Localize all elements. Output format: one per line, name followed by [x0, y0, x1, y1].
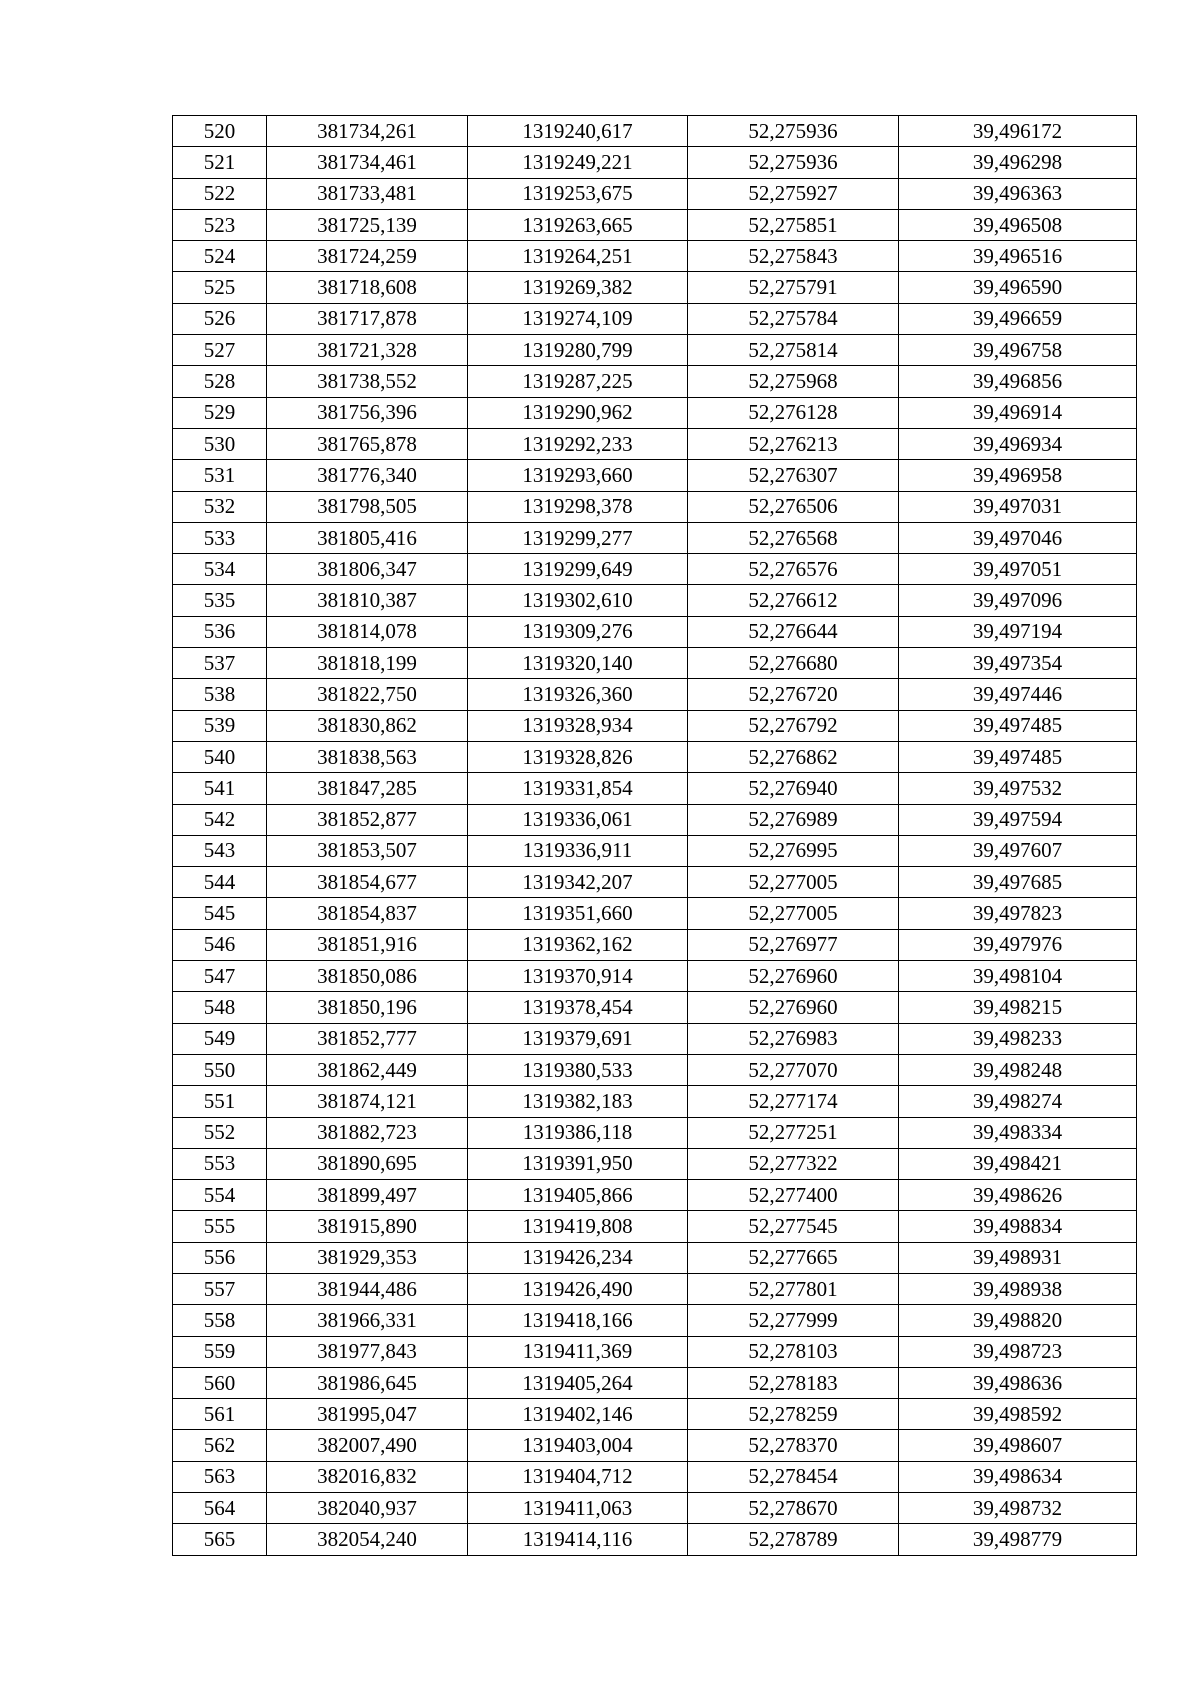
x-coordinate-cell: 381798,505 — [267, 491, 468, 522]
table-row — [173, 178, 1137, 209]
point-number-cell: 557 — [173, 1273, 267, 1304]
table-row — [173, 1493, 1137, 1524]
table-row — [173, 867, 1137, 898]
point-number-cell: 562 — [173, 1430, 267, 1461]
longitude-cell: 39,496172 — [899, 116, 1137, 147]
latitude-cell: 52,276960 — [688, 992, 899, 1023]
y-coordinate-cell: 1319290,962 — [468, 397, 688, 428]
latitude-cell: 52,277665 — [688, 1242, 899, 1273]
x-coordinate-cell: 381721,328 — [267, 335, 468, 366]
point-number-cell: 554 — [173, 1180, 267, 1211]
x-coordinate-cell: 381854,837 — [267, 898, 468, 929]
latitude-cell: 52,277174 — [688, 1086, 899, 1117]
latitude-cell: 52,275936 — [688, 116, 899, 147]
x-coordinate-cell: 381977,843 — [267, 1336, 468, 1367]
table-row — [173, 616, 1137, 647]
x-coordinate-cell: 381890,695 — [267, 1148, 468, 1179]
latitude-cell: 52,275968 — [688, 366, 899, 397]
x-coordinate-cell: 381862,449 — [267, 1054, 468, 1085]
latitude-cell: 52,276128 — [688, 397, 899, 428]
longitude-cell: 39,498248 — [899, 1054, 1137, 1085]
y-coordinate-cell: 1319253,675 — [468, 178, 688, 209]
table-row — [173, 1399, 1137, 1430]
longitude-cell: 39,497096 — [899, 585, 1137, 616]
x-coordinate-cell: 381882,723 — [267, 1117, 468, 1148]
table-row — [173, 1148, 1137, 1179]
longitude-cell: 39,497976 — [899, 929, 1137, 960]
table-row — [173, 147, 1137, 178]
longitude-cell: 39,497031 — [899, 491, 1137, 522]
longitude-cell: 39,497823 — [899, 898, 1137, 929]
x-coordinate-cell: 381765,878 — [267, 428, 468, 459]
point-number-cell: 525 — [173, 272, 267, 303]
point-number-cell: 547 — [173, 961, 267, 992]
x-coordinate-cell: 381814,078 — [267, 616, 468, 647]
table-row — [173, 1273, 1137, 1304]
longitude-cell: 39,496508 — [899, 209, 1137, 240]
longitude-cell: 39,498634 — [899, 1461, 1137, 1492]
x-coordinate-cell: 381838,563 — [267, 741, 468, 772]
longitude-cell: 39,498274 — [899, 1086, 1137, 1117]
longitude-cell: 39,496659 — [899, 303, 1137, 334]
latitude-cell: 52,276983 — [688, 1023, 899, 1054]
y-coordinate-cell: 1319280,799 — [468, 335, 688, 366]
table-row — [173, 835, 1137, 866]
x-coordinate-cell: 382040,937 — [267, 1493, 468, 1524]
x-coordinate-cell: 381734,461 — [267, 147, 468, 178]
x-coordinate-cell: 381776,340 — [267, 460, 468, 491]
table-row — [173, 1524, 1137, 1555]
longitude-cell: 39,498931 — [899, 1242, 1137, 1273]
latitude-cell: 52,278259 — [688, 1399, 899, 1430]
point-number-cell: 534 — [173, 554, 267, 585]
table-row — [173, 397, 1137, 428]
table-row — [173, 1117, 1137, 1148]
y-coordinate-cell: 1319342,207 — [468, 867, 688, 898]
table-row — [173, 804, 1137, 835]
latitude-cell: 52,277400 — [688, 1180, 899, 1211]
point-number-cell: 536 — [173, 616, 267, 647]
y-coordinate-cell: 1319380,533 — [468, 1054, 688, 1085]
table-row — [173, 241, 1137, 272]
point-number-cell: 538 — [173, 679, 267, 710]
point-number-cell: 556 — [173, 1242, 267, 1273]
x-coordinate-cell: 381733,481 — [267, 178, 468, 209]
y-coordinate-cell: 1319299,649 — [468, 554, 688, 585]
longitude-cell: 39,498820 — [899, 1305, 1137, 1336]
longitude-cell: 39,497685 — [899, 867, 1137, 898]
y-coordinate-cell: 1319362,162 — [468, 929, 688, 960]
x-coordinate-cell: 382016,832 — [267, 1461, 468, 1492]
latitude-cell: 52,278183 — [688, 1367, 899, 1398]
latitude-cell: 52,276644 — [688, 616, 899, 647]
table-row — [173, 1242, 1137, 1273]
x-coordinate-cell: 381847,285 — [267, 773, 468, 804]
latitude-cell: 52,278370 — [688, 1430, 899, 1461]
y-coordinate-cell: 1319240,617 — [468, 116, 688, 147]
y-coordinate-cell: 1319328,934 — [468, 710, 688, 741]
x-coordinate-cell: 381852,877 — [267, 804, 468, 835]
point-number-cell: 539 — [173, 710, 267, 741]
latitude-cell: 52,277005 — [688, 867, 899, 898]
latitude-cell: 52,276307 — [688, 460, 899, 491]
point-number-cell: 563 — [173, 1461, 267, 1492]
table-row — [173, 522, 1137, 553]
latitude-cell: 52,278670 — [688, 1493, 899, 1524]
point-number-cell: 564 — [173, 1493, 267, 1524]
x-coordinate-cell: 381738,552 — [267, 366, 468, 397]
longitude-cell: 39,496298 — [899, 147, 1137, 178]
latitude-cell: 52,277999 — [688, 1305, 899, 1336]
y-coordinate-cell: 1319263,665 — [468, 209, 688, 240]
longitude-cell: 39,498834 — [899, 1211, 1137, 1242]
table-row — [173, 209, 1137, 240]
table-row — [173, 585, 1137, 616]
point-number-cell: 558 — [173, 1305, 267, 1336]
latitude-cell: 52,276213 — [688, 428, 899, 459]
point-number-cell: 541 — [173, 773, 267, 804]
x-coordinate-cell: 381854,677 — [267, 867, 468, 898]
y-coordinate-cell: 1319287,225 — [468, 366, 688, 397]
y-coordinate-cell: 1319391,950 — [468, 1148, 688, 1179]
point-number-cell: 529 — [173, 397, 267, 428]
table-row — [173, 303, 1137, 334]
y-coordinate-cell: 1319426,490 — [468, 1273, 688, 1304]
longitude-cell: 39,498723 — [899, 1336, 1137, 1367]
y-coordinate-cell: 1319351,660 — [468, 898, 688, 929]
y-coordinate-cell: 1319418,166 — [468, 1305, 688, 1336]
coordinates-table — [172, 115, 1137, 1556]
point-number-cell: 543 — [173, 835, 267, 866]
y-coordinate-cell: 1319320,140 — [468, 648, 688, 679]
latitude-cell: 52,277070 — [688, 1054, 899, 1085]
latitude-cell: 52,275784 — [688, 303, 899, 334]
table-row — [173, 428, 1137, 459]
point-number-cell: 523 — [173, 209, 267, 240]
y-coordinate-cell: 1319378,454 — [468, 992, 688, 1023]
table-row — [173, 741, 1137, 772]
longitude-cell: 39,498334 — [899, 1117, 1137, 1148]
x-coordinate-cell: 381986,645 — [267, 1367, 468, 1398]
y-coordinate-cell: 1319293,660 — [468, 460, 688, 491]
longitude-cell: 39,498607 — [899, 1430, 1137, 1461]
latitude-cell: 52,275936 — [688, 147, 899, 178]
longitude-cell: 39,497446 — [899, 679, 1137, 710]
y-coordinate-cell: 1319326,360 — [468, 679, 688, 710]
latitude-cell: 52,277322 — [688, 1148, 899, 1179]
x-coordinate-cell: 381810,387 — [267, 585, 468, 616]
y-coordinate-cell: 1319309,276 — [468, 616, 688, 647]
table-row — [173, 992, 1137, 1023]
y-coordinate-cell: 1319298,378 — [468, 491, 688, 522]
y-coordinate-cell: 1319419,808 — [468, 1211, 688, 1242]
point-number-cell: 520 — [173, 116, 267, 147]
x-coordinate-cell: 381805,416 — [267, 522, 468, 553]
point-number-cell: 542 — [173, 804, 267, 835]
y-coordinate-cell: 1319403,004 — [468, 1430, 688, 1461]
y-coordinate-cell: 1319402,146 — [468, 1399, 688, 1430]
latitude-cell: 52,278789 — [688, 1524, 899, 1555]
longitude-cell: 39,496934 — [899, 428, 1137, 459]
longitude-cell: 39,496758 — [899, 335, 1137, 366]
longitude-cell: 39,498592 — [899, 1399, 1137, 1430]
point-number-cell: 548 — [173, 992, 267, 1023]
longitude-cell: 39,497046 — [899, 522, 1137, 553]
y-coordinate-cell: 1319336,061 — [468, 804, 688, 835]
point-number-cell: 555 — [173, 1211, 267, 1242]
point-number-cell: 544 — [173, 867, 267, 898]
point-number-cell: 560 — [173, 1367, 267, 1398]
table-row — [173, 1086, 1137, 1117]
x-coordinate-cell: 381915,890 — [267, 1211, 468, 1242]
longitude-cell: 39,496958 — [899, 460, 1137, 491]
longitude-cell: 39,496914 — [899, 397, 1137, 428]
table-row — [173, 1367, 1137, 1398]
table-row — [173, 1305, 1137, 1336]
table-row — [173, 773, 1137, 804]
longitude-cell: 39,498104 — [899, 961, 1137, 992]
y-coordinate-cell: 1319426,234 — [468, 1242, 688, 1273]
latitude-cell: 52,276989 — [688, 804, 899, 835]
latitude-cell: 52,276940 — [688, 773, 899, 804]
point-number-cell: 561 — [173, 1399, 267, 1430]
table-row — [173, 1461, 1137, 1492]
latitude-cell: 52,276862 — [688, 741, 899, 772]
latitude-cell: 52,276612 — [688, 585, 899, 616]
y-coordinate-cell: 1319411,369 — [468, 1336, 688, 1367]
latitude-cell: 52,277005 — [688, 898, 899, 929]
table-row — [173, 272, 1137, 303]
y-coordinate-cell: 1319302,610 — [468, 585, 688, 616]
y-coordinate-cell: 1319404,712 — [468, 1461, 688, 1492]
latitude-cell: 52,276995 — [688, 835, 899, 866]
table-row — [173, 116, 1137, 147]
longitude-cell: 39,497594 — [899, 804, 1137, 835]
y-coordinate-cell: 1319386,118 — [468, 1117, 688, 1148]
latitude-cell: 52,276680 — [688, 648, 899, 679]
latitude-cell: 52,276960 — [688, 961, 899, 992]
point-number-cell: 552 — [173, 1117, 267, 1148]
longitude-cell: 39,498215 — [899, 992, 1137, 1023]
point-number-cell: 551 — [173, 1086, 267, 1117]
x-coordinate-cell: 381818,199 — [267, 648, 468, 679]
latitude-cell: 52,275851 — [688, 209, 899, 240]
longitude-cell: 39,496856 — [899, 366, 1137, 397]
longitude-cell: 39,497354 — [899, 648, 1137, 679]
latitude-cell: 52,275843 — [688, 241, 899, 272]
x-coordinate-cell: 381851,916 — [267, 929, 468, 960]
table-row — [173, 1180, 1137, 1211]
table-row — [173, 1054, 1137, 1085]
point-number-cell: 532 — [173, 491, 267, 522]
x-coordinate-cell: 381756,396 — [267, 397, 468, 428]
y-coordinate-cell: 1319405,264 — [468, 1367, 688, 1398]
longitude-cell: 39,496363 — [899, 178, 1137, 209]
coordinates-table-body — [173, 116, 1137, 1556]
y-coordinate-cell: 1319274,109 — [468, 303, 688, 334]
point-number-cell: 528 — [173, 366, 267, 397]
longitude-cell: 39,498421 — [899, 1148, 1137, 1179]
point-number-cell: 565 — [173, 1524, 267, 1555]
point-number-cell: 526 — [173, 303, 267, 334]
point-number-cell: 537 — [173, 648, 267, 679]
y-coordinate-cell: 1319328,826 — [468, 741, 688, 772]
table-row — [173, 929, 1137, 960]
latitude-cell: 52,275791 — [688, 272, 899, 303]
point-number-cell: 533 — [173, 522, 267, 553]
latitude-cell: 52,277251 — [688, 1117, 899, 1148]
latitude-cell: 52,276720 — [688, 679, 899, 710]
y-coordinate-cell: 1319379,691 — [468, 1023, 688, 1054]
latitude-cell: 52,276568 — [688, 522, 899, 553]
latitude-cell: 52,276506 — [688, 491, 899, 522]
point-number-cell: 535 — [173, 585, 267, 616]
point-number-cell: 522 — [173, 178, 267, 209]
point-number-cell: 553 — [173, 1148, 267, 1179]
point-number-cell: 559 — [173, 1336, 267, 1367]
x-coordinate-cell: 381734,261 — [267, 116, 468, 147]
table-row — [173, 491, 1137, 522]
y-coordinate-cell: 1319299,277 — [468, 522, 688, 553]
point-number-cell: 545 — [173, 898, 267, 929]
y-coordinate-cell: 1319292,233 — [468, 428, 688, 459]
longitude-cell: 39,496590 — [899, 272, 1137, 303]
latitude-cell: 52,275927 — [688, 178, 899, 209]
table-row — [173, 366, 1137, 397]
longitude-cell: 39,498938 — [899, 1273, 1137, 1304]
table-row — [173, 710, 1137, 741]
x-coordinate-cell: 381853,507 — [267, 835, 468, 866]
x-coordinate-cell: 382007,490 — [267, 1430, 468, 1461]
longitude-cell: 39,497532 — [899, 773, 1137, 804]
x-coordinate-cell: 381874,121 — [267, 1086, 468, 1117]
x-coordinate-cell: 381724,259 — [267, 241, 468, 272]
x-coordinate-cell: 381718,608 — [267, 272, 468, 303]
y-coordinate-cell: 1319331,854 — [468, 773, 688, 804]
latitude-cell: 52,278454 — [688, 1461, 899, 1492]
table-row — [173, 648, 1137, 679]
x-coordinate-cell: 381850,086 — [267, 961, 468, 992]
latitude-cell: 52,277801 — [688, 1273, 899, 1304]
table-row — [173, 1430, 1137, 1461]
y-coordinate-cell: 1319336,911 — [468, 835, 688, 866]
x-coordinate-cell: 381852,777 — [267, 1023, 468, 1054]
longitude-cell: 39,497607 — [899, 835, 1137, 866]
y-coordinate-cell: 1319405,866 — [468, 1180, 688, 1211]
longitude-cell: 39,497485 — [899, 741, 1137, 772]
table-row — [173, 961, 1137, 992]
point-number-cell: 540 — [173, 741, 267, 772]
x-coordinate-cell: 381830,862 — [267, 710, 468, 741]
x-coordinate-cell: 381822,750 — [267, 679, 468, 710]
point-number-cell: 527 — [173, 335, 267, 366]
y-coordinate-cell: 1319269,382 — [468, 272, 688, 303]
longitude-cell: 39,498779 — [899, 1524, 1137, 1555]
longitude-cell: 39,498636 — [899, 1367, 1137, 1398]
table-row — [173, 554, 1137, 585]
longitude-cell: 39,497051 — [899, 554, 1137, 585]
x-coordinate-cell: 381966,331 — [267, 1305, 468, 1336]
y-coordinate-cell: 1319370,914 — [468, 961, 688, 992]
x-coordinate-cell: 381929,353 — [267, 1242, 468, 1273]
y-coordinate-cell: 1319264,251 — [468, 241, 688, 272]
table-row — [173, 1336, 1137, 1367]
y-coordinate-cell: 1319249,221 — [468, 147, 688, 178]
point-number-cell: 530 — [173, 428, 267, 459]
longitude-cell: 39,496516 — [899, 241, 1137, 272]
x-coordinate-cell: 381717,878 — [267, 303, 468, 334]
longitude-cell: 39,497485 — [899, 710, 1137, 741]
latitude-cell: 52,276977 — [688, 929, 899, 960]
table-row — [173, 335, 1137, 366]
x-coordinate-cell: 381850,196 — [267, 992, 468, 1023]
table-row — [173, 679, 1137, 710]
point-number-cell: 521 — [173, 147, 267, 178]
latitude-cell: 52,276576 — [688, 554, 899, 585]
longitude-cell: 39,498626 — [899, 1180, 1137, 1211]
point-number-cell: 524 — [173, 241, 267, 272]
x-coordinate-cell: 381725,139 — [267, 209, 468, 240]
point-number-cell: 546 — [173, 929, 267, 960]
x-coordinate-cell: 381806,347 — [267, 554, 468, 585]
x-coordinate-cell: 382054,240 — [267, 1524, 468, 1555]
y-coordinate-cell: 1319411,063 — [468, 1493, 688, 1524]
x-coordinate-cell: 381944,486 — [267, 1273, 468, 1304]
table-row — [173, 898, 1137, 929]
latitude-cell: 52,277545 — [688, 1211, 899, 1242]
latitude-cell: 52,278103 — [688, 1336, 899, 1367]
table-row — [173, 1023, 1137, 1054]
x-coordinate-cell: 381899,497 — [267, 1180, 468, 1211]
point-number-cell: 549 — [173, 1023, 267, 1054]
longitude-cell: 39,498732 — [899, 1493, 1137, 1524]
y-coordinate-cell: 1319382,183 — [468, 1086, 688, 1117]
point-number-cell: 531 — [173, 460, 267, 491]
longitude-cell: 39,497194 — [899, 616, 1137, 647]
latitude-cell: 52,276792 — [688, 710, 899, 741]
longitude-cell: 39,498233 — [899, 1023, 1137, 1054]
latitude-cell: 52,275814 — [688, 335, 899, 366]
table-row — [173, 1211, 1137, 1242]
y-coordinate-cell: 1319414,116 — [468, 1524, 688, 1555]
x-coordinate-cell: 381995,047 — [267, 1399, 468, 1430]
point-number-cell: 550 — [173, 1054, 267, 1085]
table-row — [173, 460, 1137, 491]
